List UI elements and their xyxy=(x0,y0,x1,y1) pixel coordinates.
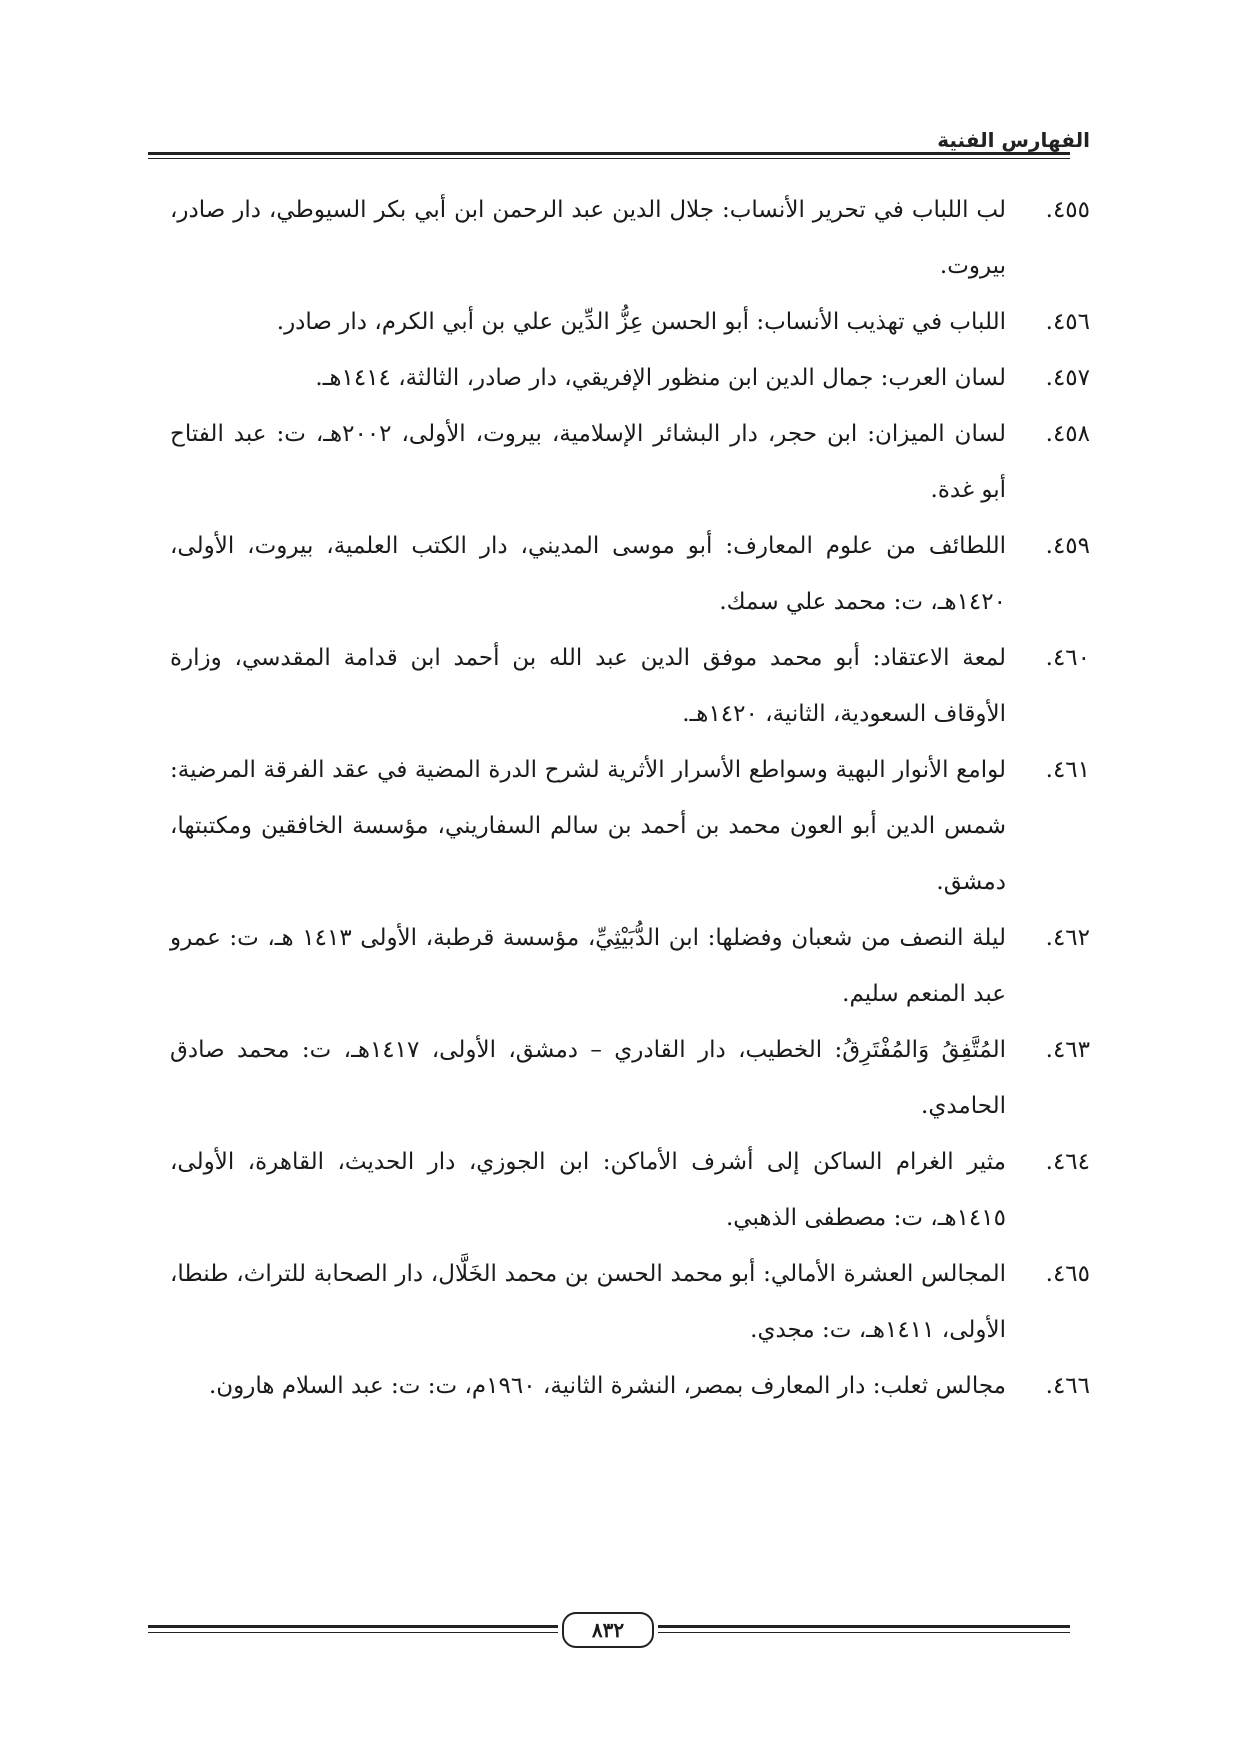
entry-text: المُتَّفِقُ وَالمُفْتَرِقُ: الخطيب، دار القادري – دمشق، الأولى، ١٤١٧هـ، ت: محمد صادق الحامدي. xyxy=(170,1037,1006,1119)
entry-number: ٤٦٤. xyxy=(1045,1149,1090,1175)
bibliography-entry xyxy=(170,406,1090,518)
bibliography-entry xyxy=(170,1022,1090,1134)
bibliography-entry xyxy=(170,1358,1090,1414)
entry-text: مجالس ثعلب: دار المعارف بمصر، النشرة الثانية، ١٩٦٠م، ت: ت: عبد السلام هارون. xyxy=(208,1373,1006,1399)
footer-rule-left-thin xyxy=(148,1632,558,1633)
entry-text: مثير الغرام الساكن إلى أشرف الأماكن: ابن الجوزي، دار الحديث، القاهرة، الأولى، ١٤١٥هـ، ت: مصطفى الذهبي. xyxy=(170,1149,1006,1231)
page-footer xyxy=(148,1612,1070,1652)
bibliography-entry xyxy=(170,182,1090,294)
entry-number: ٤٦٦. xyxy=(1045,1373,1090,1399)
bibliography-entry xyxy=(170,518,1090,630)
page-number: ٨٣٢ xyxy=(562,1612,654,1648)
entry-text: المجالس العشرة الأمالي: أبو محمد الحسن بن محمد الخَلَّال، دار الصحابة للتراث، طنطا، الأولى، ١٤١١هـ، ت: مجدي. xyxy=(170,1261,1006,1343)
bibliography-entry xyxy=(170,742,1090,910)
bibliography-list xyxy=(170,182,1090,1414)
footer-rule-right-thick xyxy=(658,1625,1070,1628)
entry-number: ٤٥٨. xyxy=(1045,421,1090,447)
header-rule-thin xyxy=(148,158,1070,159)
bibliography-entry xyxy=(170,350,1090,406)
bibliography-entry xyxy=(170,294,1090,350)
entry-number: ٤٥٩. xyxy=(1045,533,1090,559)
bibliography-entry xyxy=(170,910,1090,1022)
bibliography-entry xyxy=(170,630,1090,742)
entry-text: لوامع الأنوار البهية وسواطع الأسرار الأثرية لشرح الدرة المضية في عقد الفرقة المرضية: شمس الدين أبو العون محمد بن أحمد بن سالم السفاريني، مؤسسة الخافقين ومكتبتها، دمشق. xyxy=(170,757,1006,895)
bibliography-entry xyxy=(170,1246,1090,1358)
entry-text: ليلة النصف من شعبان وفضلها: ابن الدُّبَيْثِيِّ، مؤسسة قرطبة، الأولى ١٤١٣ هـ، ت: عمرو عبد المنعم سليم. xyxy=(170,925,1006,1007)
entry-number: ٤٦٣. xyxy=(1045,1037,1090,1063)
entry-number: ٤٦١. xyxy=(1045,757,1090,783)
entry-number: ٤٥٦. xyxy=(1045,309,1090,335)
entry-text: اللباب في تهذيب الأنساب: أبو الحسن عِزُّ الدِّين علي بن أبي الكرم، دار صادر. xyxy=(276,309,1006,335)
entry-number: ٤٦٢. xyxy=(1045,925,1090,951)
footer-rule-right-thin xyxy=(658,1632,1070,1633)
footer-rule-left-thick xyxy=(148,1625,558,1628)
entry-number: ٤٥٧. xyxy=(1045,365,1090,391)
entry-text: لمعة الاعتقاد: أبو محمد موفق الدين عبد الله بن أحمد ابن قدامة المقدسي، وزارة الأوقاف السعودية، الثانية، ١٤٢٠هـ. xyxy=(170,645,1006,727)
bibliography-entry xyxy=(170,1134,1090,1246)
entry-text: اللطائف من علوم المعارف: أبو موسى المديني، دار الكتب العلمية، بيروت، الأولى، ١٤٢٠هـ، ت: محمد علي سمك. xyxy=(170,533,1006,615)
entry-text: لسان الميزان: ابن حجر، دار البشائر الإسلامية، بيروت، الأولى، ٢٠٠٢هـ، ت: عبد الفتاح أبو غدة. xyxy=(170,421,1006,503)
entry-text: لسان العرب: جمال الدين ابن منظور الإفريقي، دار صادر، الثالثة، ١٤١٤هـ. xyxy=(315,365,1006,391)
entry-number: ٤٦٥. xyxy=(1045,1261,1090,1287)
entry-text: لب اللباب في تحرير الأنساب: جلال الدين عبد الرحمن ابن أبي بكر السيوطي، دار صادر، بيروت. xyxy=(170,197,1006,279)
header-rule-thick xyxy=(148,152,1070,155)
running-header-title: الفهارس الفنية xyxy=(937,128,1090,152)
entry-number: ٤٦٠. xyxy=(1045,645,1090,671)
entry-number: ٤٥٥. xyxy=(1045,197,1090,223)
